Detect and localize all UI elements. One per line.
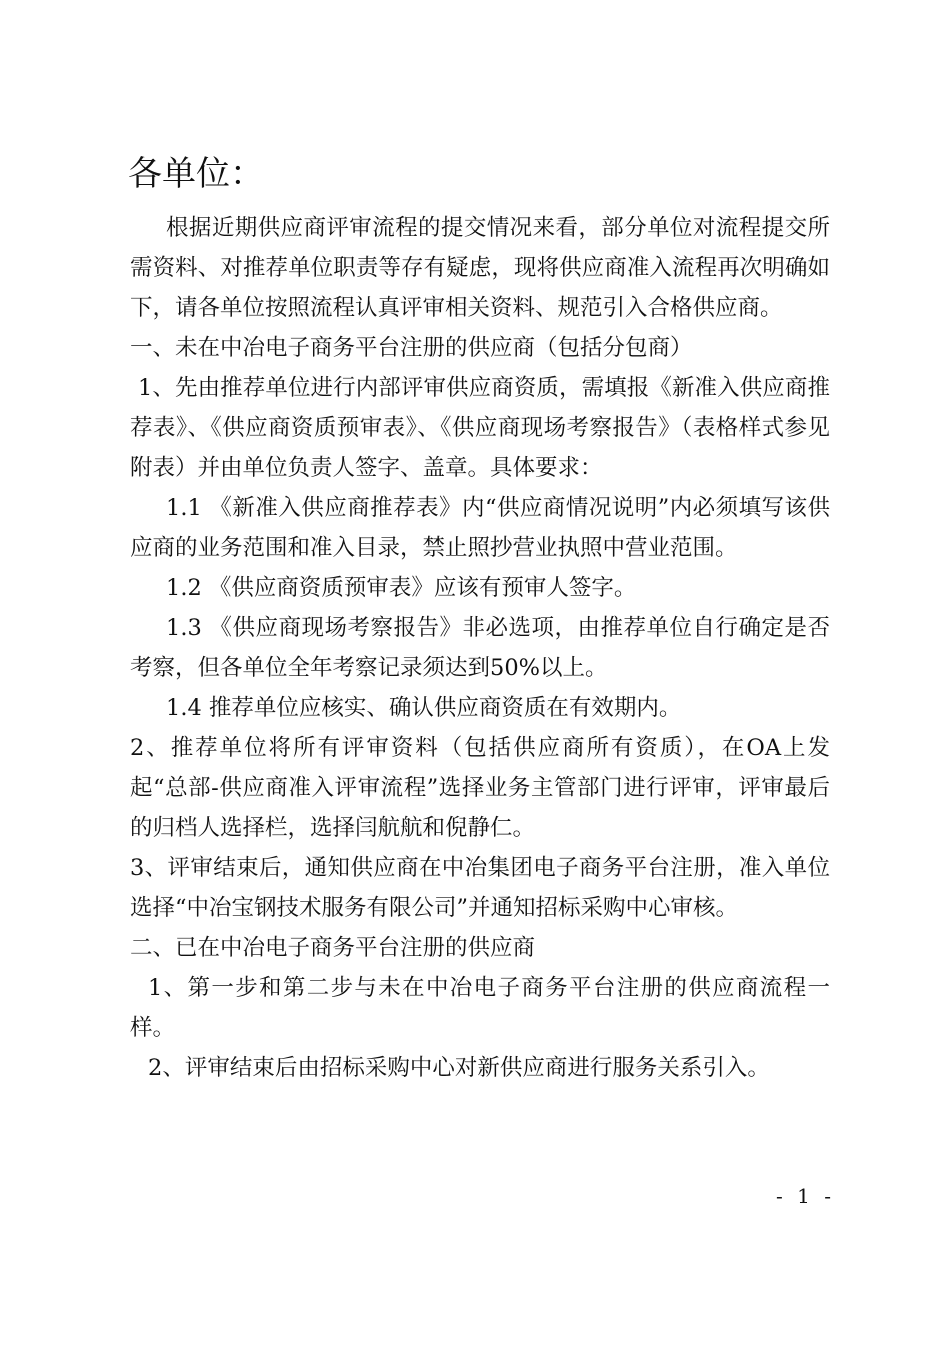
requirement-1-3: 1.3 《供应商现场考察报告》非必选项，由推荐单位自行确定是否考察，但各单位全年考察记录须达到50%以上。 (130, 615, 830, 681)
page-number: - 1 - (776, 1184, 835, 1208)
step-2-paragraph: 2、推荐单位将所有评审资料（包括供应商所有资质），在OA上发起“总部-供应商准入评审流程”选择业务主管部门进行评审，评审最后的归档人选择栏，选择闫航航和倪静仁。 (130, 735, 830, 841)
requirement-1-4: 1.4 推荐单位应核实、确认供应商资质在有效期内。 (166, 695, 682, 721)
section-two-item-1: 1、第一步和第二步与未在中冶电子商务平台注册的供应商流程一样。 (130, 975, 830, 1041)
document-body (130, 208, 830, 1088)
intro-paragraph: 根据近期供应商评审流程的提交情况来看，部分单位对流程提交所需资料、对推荐单位职责等存有疑虑，现将供应商准入流程再次明确如下，请各单位按照流程认真评审相关资料、规范引入合格供应商。 (130, 215, 830, 321)
step-3-paragraph: 3、评审结束后，通知供应商在中冶集团电子商务平台注册，准入单位选择“中冶宝钢技术服务有限公司”并通知招标采购中心审核。 (130, 855, 830, 921)
requirement-1-1: 1.1 《新准入供应商推荐表》内“供应商情况说明”内必须填写该供应商的业务范围和准入目录，禁止照抄营业执照中营业范围。 (130, 495, 830, 561)
step-1-paragraph: 1、先由推荐单位进行内部评审供应商资质，需填报《新准入供应商推荐表》、《供应商资质预审表》、《供应商现场考察报告》（表格样式参见附表）并由单位负责人签字、盖章。具体要求： (130, 375, 830, 481)
section-heading-one: 一、未在中冶电子商务平台注册的供应商（包括分包商） (130, 335, 693, 361)
section-two-item-2: 2、评审结束后由招标采购中心对新供应商进行服务关系引入。 (148, 1055, 770, 1081)
section-heading-two: 二、已在中冶电子商务平台注册的供应商 (130, 935, 536, 961)
requirement-1-2: 1.2 《供应商资质预审表》应该有预审人签字。 (166, 575, 637, 601)
salutation: 各单位： (128, 154, 264, 194)
